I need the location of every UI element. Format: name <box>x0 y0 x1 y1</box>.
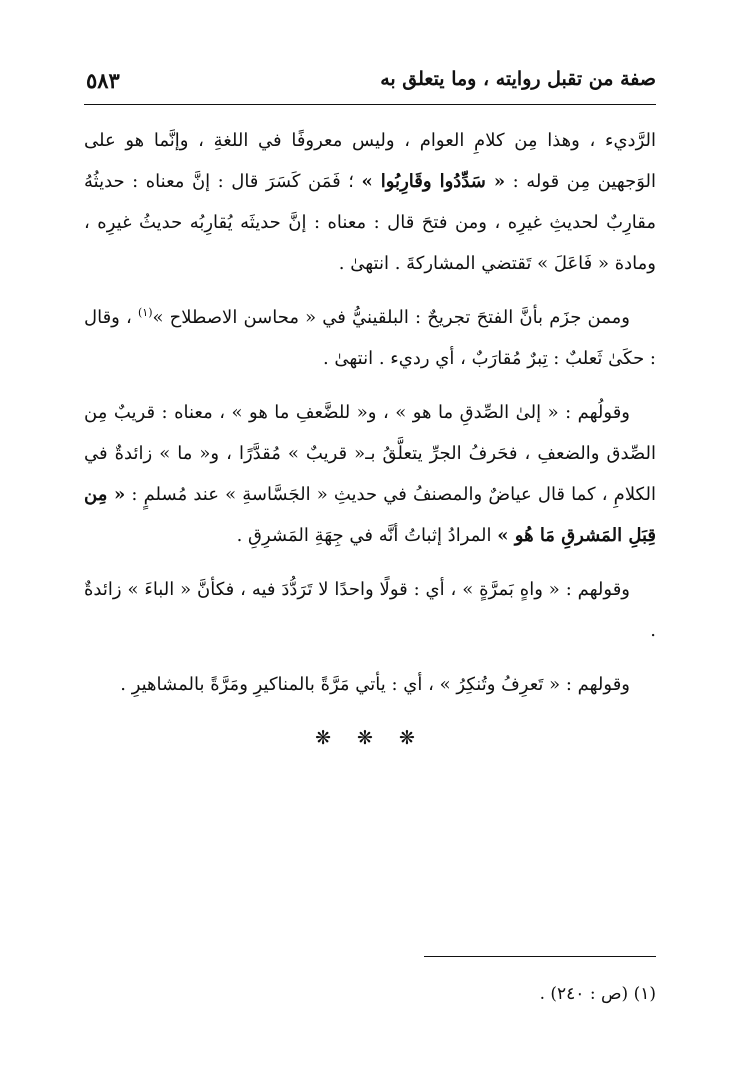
section-separator: ❋ ❋ ❋ <box>315 727 425 749</box>
paragraph-2 <box>84 297 656 379</box>
text-run: وقولُهم : « إلىٰ الصِّدقِ ما هو » ، و« للضَّعفِ ما هو » ، معناه : قريبٌ مِن الصِّدق والضعفِ ، فحَرفُ الجرِّ يتعلَّقُ بـ« قريبٌ » مُقدَّرًا ، و« ما » زائدةٌ في الكلامِ ، كما قال عياضٌ والمصنفُ في حديثِ « الجَسَّاسةِ » عند مُسلمٍ : <box>84 402 656 505</box>
text-run: الرَّديء ، وهذا مِن كلامِ العوام ، وليس معروفًا في اللغةِ ، وإنَّما هو على الوَجهين مِن قوله : <box>84 130 656 192</box>
paragraph-5 <box>84 664 656 705</box>
main-text <box>84 120 656 759</box>
hadith-quote: « مِن قِبَلِ المَشرقِ مَا هُو » <box>84 484 656 546</box>
header-rule <box>84 104 656 105</box>
text-run: وممن جزَم بأنَّ الفتحَ تجريحٌ : البلقينيُّ في « محاسن الاصطلاح » <box>152 307 630 328</box>
page-header <box>84 66 656 102</box>
page-number: ٥٨٣ <box>86 68 120 93</box>
paragraph-3 <box>84 392 656 556</box>
footnote-rule <box>424 956 656 957</box>
footnote-marker[interactable]: (١) <box>137 306 153 319</box>
paragraph-4 <box>84 569 656 651</box>
footnote: (١) (ص : ٢٤٠) . <box>539 984 656 1004</box>
text-run: وقولهم : « تَعرِفُ وتُنكِرُ » ، أي : يأتي مَرَّةً بالمناكيرِ ومَرَّةً بالمشاهيرِ . <box>120 674 630 695</box>
paragraph-1 <box>84 120 656 284</box>
text-run: وقولهم : « واهٍ بَمرَّةٍ » ، أي : قولًا واحدًا لا تَرَدُّدَ فيه ، فكأنَّ « الباءَ » زائدةٌ . <box>84 579 656 641</box>
text-run: ؛ فَمَن كَسَرَ قال : إنَّ معناه : حديثُهُ مقارِبٌ لحديثِ غيرِه ، ومن فتحَ قال : معناه : إنَّ حديثَه يُقارِبُه حديثُ غيرِه ، ومادة « فَاعَلَ » تَقتضي المشاركةَ . انتهىٰ . <box>84 171 656 274</box>
hadith-quote: « سَدِّدُوا وقَارِبُوا » <box>361 171 506 192</box>
text-run: ، وقال : حكَىٰ ثَعلبٌ : تِبرٌ مُقارَبٌ ، أي رديء . انتهىٰ . <box>84 307 656 369</box>
text-run: المرادُ إثباتُ أنَّه في جِهَةِ المَشرِقِ . <box>236 525 498 546</box>
running-title: صفة من تقبل روايته ، وما يتعلق به <box>380 68 656 90</box>
